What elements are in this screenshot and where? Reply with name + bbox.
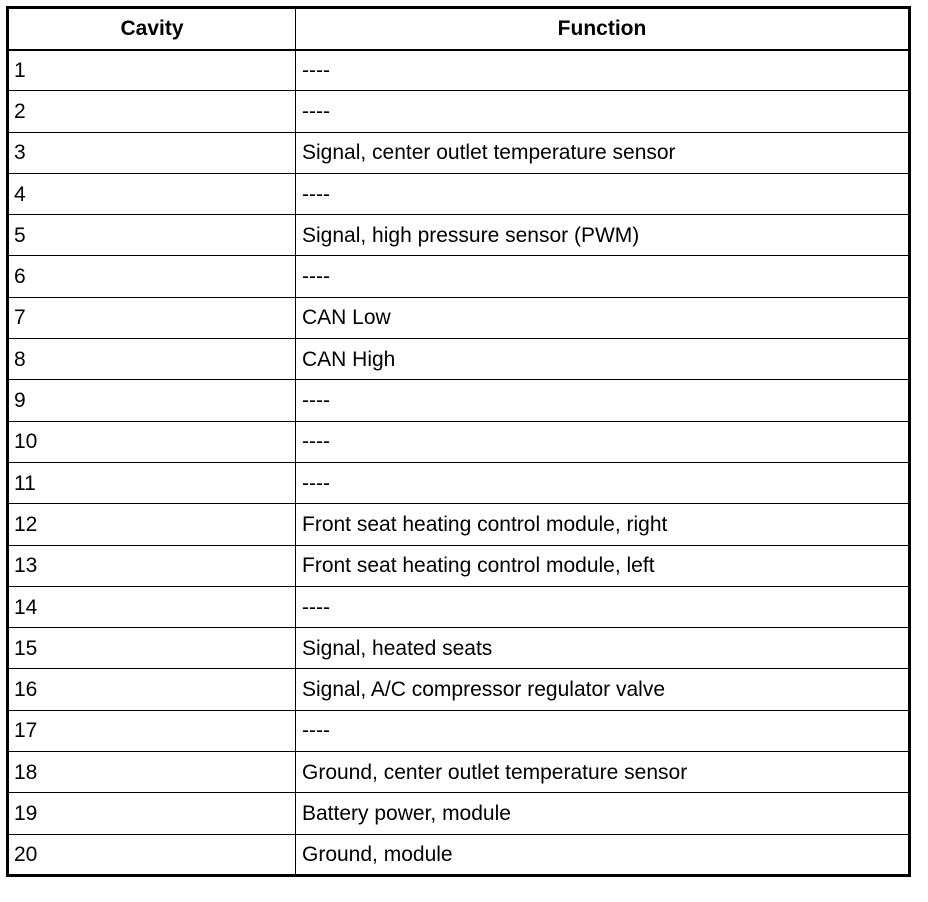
cavity-cell: 11 (8, 462, 296, 503)
table-row (8, 339, 910, 380)
table-row (8, 297, 910, 338)
table-row (8, 545, 910, 586)
cavity-cell: 6 (8, 256, 296, 297)
table-row (8, 834, 910, 875)
cavity-cell: 20 (8, 834, 296, 875)
cavity-cell: 18 (8, 752, 296, 793)
table-row (8, 50, 910, 91)
function-cell: ---- (296, 421, 910, 462)
table-row (8, 793, 910, 834)
function-cell: ---- (296, 50, 910, 91)
cavity-cell: 10 (8, 421, 296, 462)
function-cell: CAN High (296, 339, 910, 380)
cavity-cell: 8 (8, 339, 296, 380)
cavity-cell: 9 (8, 380, 296, 421)
table-body (8, 50, 910, 876)
cavity-cell: 17 (8, 710, 296, 751)
cavity-cell: 12 (8, 504, 296, 545)
table-row (8, 462, 910, 503)
cavity-cell: 1 (8, 50, 296, 91)
function-cell: Front seat heating control module, left (296, 545, 910, 586)
cavity-column-header: Cavity (8, 8, 296, 50)
table-row (8, 173, 910, 214)
function-column-header: Function (296, 8, 910, 50)
function-cell: Front seat heating control module, right (296, 504, 910, 545)
function-cell: Signal, heated seats (296, 628, 910, 669)
function-cell: Signal, center outlet temperature sensor (296, 132, 910, 173)
connector-pinout-table (6, 6, 911, 877)
table-row (8, 91, 910, 132)
cavity-cell: 4 (8, 173, 296, 214)
cavity-cell: 5 (8, 215, 296, 256)
table-row (8, 256, 910, 297)
function-cell: Ground, module (296, 834, 910, 875)
function-cell: ---- (296, 462, 910, 503)
function-cell: ---- (296, 586, 910, 627)
table-row (8, 380, 910, 421)
table-row (8, 669, 910, 710)
table-row (8, 710, 910, 751)
table-row (8, 132, 910, 173)
table-row (8, 215, 910, 256)
table-header (8, 8, 910, 50)
table-row (8, 752, 910, 793)
function-cell: ---- (296, 710, 910, 751)
function-cell: ---- (296, 91, 910, 132)
cavity-cell: 13 (8, 545, 296, 586)
table-row (8, 586, 910, 627)
header-row (8, 8, 910, 50)
cavity-cell: 7 (8, 297, 296, 338)
table-row (8, 421, 910, 462)
function-cell: ---- (296, 256, 910, 297)
cavity-cell: 14 (8, 586, 296, 627)
function-cell: ---- (296, 380, 910, 421)
function-cell: Signal, A/C compressor regulator valve (296, 669, 910, 710)
cavity-cell: 19 (8, 793, 296, 834)
cavity-cell: 2 (8, 91, 296, 132)
cavity-cell: 16 (8, 669, 296, 710)
function-cell: CAN Low (296, 297, 910, 338)
cavity-cell: 3 (8, 132, 296, 173)
table-row (8, 504, 910, 545)
table-row (8, 628, 910, 669)
function-cell: Ground, center outlet temperature sensor (296, 752, 910, 793)
function-cell: ---- (296, 173, 910, 214)
cavity-cell: 15 (8, 628, 296, 669)
function-cell: Signal, high pressure sensor (PWM) (296, 215, 910, 256)
function-cell: Battery power, module (296, 793, 910, 834)
